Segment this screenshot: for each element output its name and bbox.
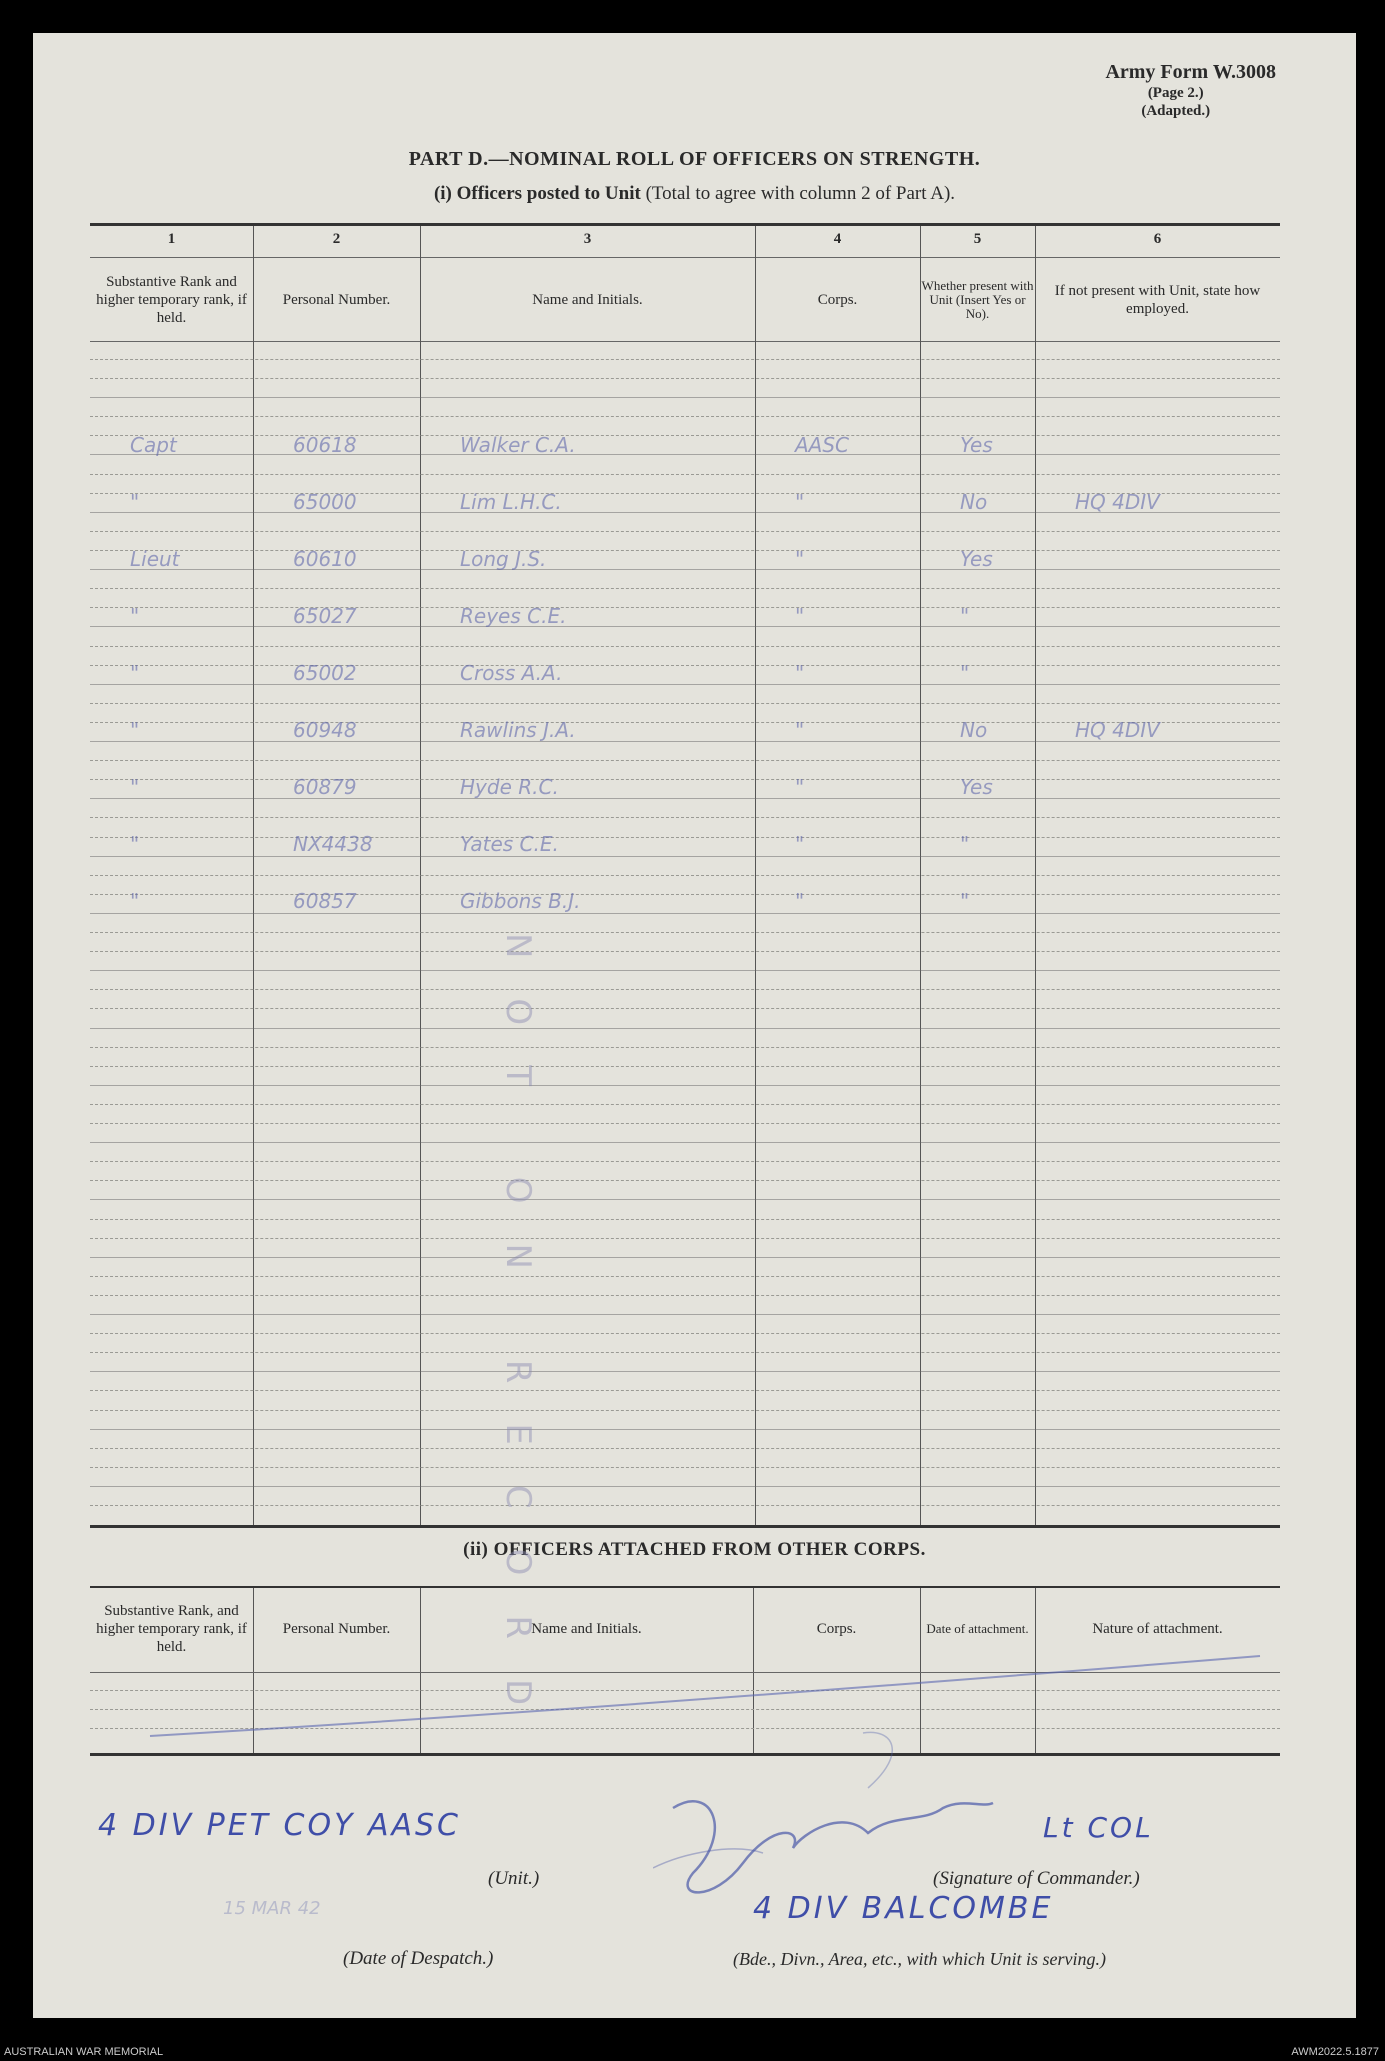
handwritten-entry: Yes [960,547,993,571]
ruled-line [90,989,1280,990]
handwritten-entry: Cross A.A. [460,661,563,685]
column-header: Corps. [817,292,858,308]
column-number: 6 [1153,231,1162,247]
handwritten-entry: " [795,889,805,913]
ruled-line [90,1314,1280,1315]
ruled-line [90,951,1280,952]
handwritten-entry: HQ 4DIV [1075,490,1160,514]
ruled-line [90,1104,1280,1105]
ruled-line [90,684,1280,685]
ruled-line [90,1429,1280,1430]
handwritten-entry: " [795,547,805,571]
handwritten-entry: 60879 [293,775,357,799]
ruled-line [90,1161,1280,1162]
ruled-line [90,856,1280,857]
ruled-line [90,550,1280,551]
handwritten-entry: " [960,889,970,913]
ruled-line [90,837,1280,838]
handwritten-entry: No [960,490,988,514]
column-header: Whether present with Unit (Insert Yes or No). [921,278,1034,321]
column-header: Date of attachment. [926,1621,1029,1636]
column-number: 4 [833,231,842,247]
ruled-line [90,588,1280,589]
column-number: 5 [973,231,982,247]
column-header: If not present with Unit, state how employed. [1054,283,1261,317]
handwritten-entry: " [795,490,805,514]
ruled-line [90,779,1280,780]
vertical-note: NOT ON RECORD [498,933,538,1746]
handwritten-entry: " [130,490,140,514]
ruled-line [90,1505,1280,1506]
ruled-line [90,1028,1280,1029]
ruled-line [90,970,1280,971]
unit-value: 4 DIV PET COY AASC [98,1808,461,1843]
handwritten-entry: Yes [960,433,993,457]
ruled-line [90,569,1280,570]
table-top-rule [90,223,1280,226]
archive-source: AUSTRALIAN WAR MEMORIAL [4,2046,164,2058]
handwritten-entry: " [130,661,140,685]
handwritten-entry: Hyde R.C. [460,775,559,799]
column-number: 3 [583,231,592,247]
date-value: 15 MAR 42 [223,1898,321,1919]
handwritten-entry: " [960,604,970,628]
ruled-line [90,1448,1280,1449]
ruled-line [90,1123,1280,1124]
ruled-line [90,531,1280,532]
column-header: Substantive Rank and higher temporary rank, if held. [96,274,247,326]
section1-title-bold: (i) Officers posted to Unit [433,183,641,204]
archive-footer [0,2043,1385,2061]
ruled-line [90,1180,1280,1181]
ruled-line [90,932,1280,933]
handwritten-entry: Lim L.H.C. [460,490,562,514]
ruled-line [90,378,1280,379]
handwritten-entry: Lieut [130,547,180,571]
table-bottom-rule [90,1525,1280,1528]
ruled-line [90,435,1280,436]
signature-caption: (Signature of Commander.) [933,1868,1140,1889]
ruled-line [90,894,1280,895]
serving-value: 4 DIV BALCOMBE [753,1891,1054,1926]
handwritten-entry: 60610 [293,547,357,571]
handwritten-entry: 60948 [293,718,357,742]
handwritten-entry: Capt [130,433,177,457]
handwritten-entry: Gibbons B.J. [460,889,581,913]
ruled-line [90,1333,1280,1334]
column-header: Personal Number. [282,292,391,308]
section1-title [33,183,1356,205]
ruled-line [90,646,1280,647]
handwritten-entry: 65002 [293,661,357,685]
ruled-line [90,454,1280,455]
ruled-line [90,703,1280,704]
ruled-line [90,875,1280,876]
handwritten-entry: 60857 [293,889,357,913]
date-caption: (Date of Despatch.) [343,1948,494,1969]
part-title: PART D.—NOMINAL ROLL OF OFFICERS ON STRENGTH. [408,148,981,170]
handwritten-entry: AASC [795,433,850,457]
ruled-line [90,817,1280,818]
handwritten-entry: " [795,661,805,685]
handwritten-entry: NX4438 [293,832,373,856]
handwritten-entry: " [130,832,140,856]
form-page [33,33,1356,2018]
handwritten-entry: Reyes C.E. [460,604,567,628]
ruled-line [90,1142,1280,1143]
ruled-line [90,1008,1280,1009]
column-header: Personal Number. [282,1621,391,1637]
form-header [1105,61,1276,120]
ruled-line [90,607,1280,608]
handwritten-entry: Yes [960,775,993,799]
ruled-line [90,626,1280,627]
ruled-line [90,798,1280,799]
handwritten-entry: 65027 [293,604,357,628]
ruled-line [90,1371,1280,1372]
ruled-line [90,1085,1280,1086]
handwritten-entry: Walker C.A. [460,433,576,457]
ruled-line [90,1047,1280,1048]
handwritten-entry: " [960,661,970,685]
handwritten-entry: 60618 [293,433,357,457]
header-bottom-rule [90,341,1280,342]
column-number: 2 [332,231,341,247]
page-number: (Page 2.) [1147,85,1204,101]
officers-posted-table [90,223,1280,1528]
ruled-line [90,416,1280,417]
ruled-line [90,397,1280,398]
ruled-line [90,1352,1280,1353]
ruled-line [90,913,1280,914]
ruled-line [90,665,1280,666]
column-header: Corps. [816,1621,857,1637]
archive-id: AWM2022.5.1877 [1291,2046,1379,2058]
unit-caption: (Unit.) [488,1868,540,1889]
handwritten-entry: " [130,775,140,799]
ruled-line [90,1467,1280,1468]
handwritten-entry: " [795,604,805,628]
handwritten-entry: " [130,604,140,628]
handwritten-entry: No [960,718,988,742]
colnum-rule [90,257,1280,258]
section1-title-rest: (Total to agree with column 2 of Part A). [640,183,956,204]
handwritten-entry: " [795,832,805,856]
handwritten-entry: Rawlins J.A. [460,718,576,742]
column-header: Name and Initials. [532,292,643,308]
ruled-line [90,1295,1280,1296]
ruled-line [90,1219,1280,1220]
column-header: Nature of attachment. [1092,1621,1223,1637]
column-header: Name and Initials. [531,1621,642,1637]
ruled-line [90,1410,1280,1411]
handwritten-entry: " [130,718,140,742]
ruled-line [90,474,1280,475]
form-title: Army Form W.3008 [1105,61,1276,83]
ruled-line [90,359,1280,360]
ruled-line [90,1066,1280,1067]
handwritten-entry: " [795,775,805,799]
ruled-line [90,1486,1280,1487]
column-number: 1 [167,231,176,247]
ruled-line [90,1257,1280,1258]
handwritten-entry: " [960,832,970,856]
section2-title: (ii) OFFICERS ATTACHED FROM OTHER CORPS. [463,1539,926,1560]
ruled-line [90,1238,1280,1239]
adapted-note: (Adapted.) [1141,103,1211,119]
ruled-line [90,760,1280,761]
handwritten-entry: " [795,718,805,742]
handwritten-entry: 65000 [293,490,357,514]
rank-value: Lt COL [1043,1811,1154,1844]
handwritten-entry: HQ 4DIV [1075,718,1160,742]
handwritten-entry: Long J.S. [460,547,547,571]
ruled-line [90,1390,1280,1391]
ruled-line [90,1276,1280,1277]
ruled-line [90,1199,1280,1200]
column-header: Substantive Rank, and higher temporary rank, if held. [96,1603,247,1655]
handwritten-entry: Yates C.E. [460,832,559,856]
handwritten-entry: " [130,889,140,913]
serving-caption: (Bde., Divn., Area, etc., with which Unit is serving.) [733,1949,1106,1969]
